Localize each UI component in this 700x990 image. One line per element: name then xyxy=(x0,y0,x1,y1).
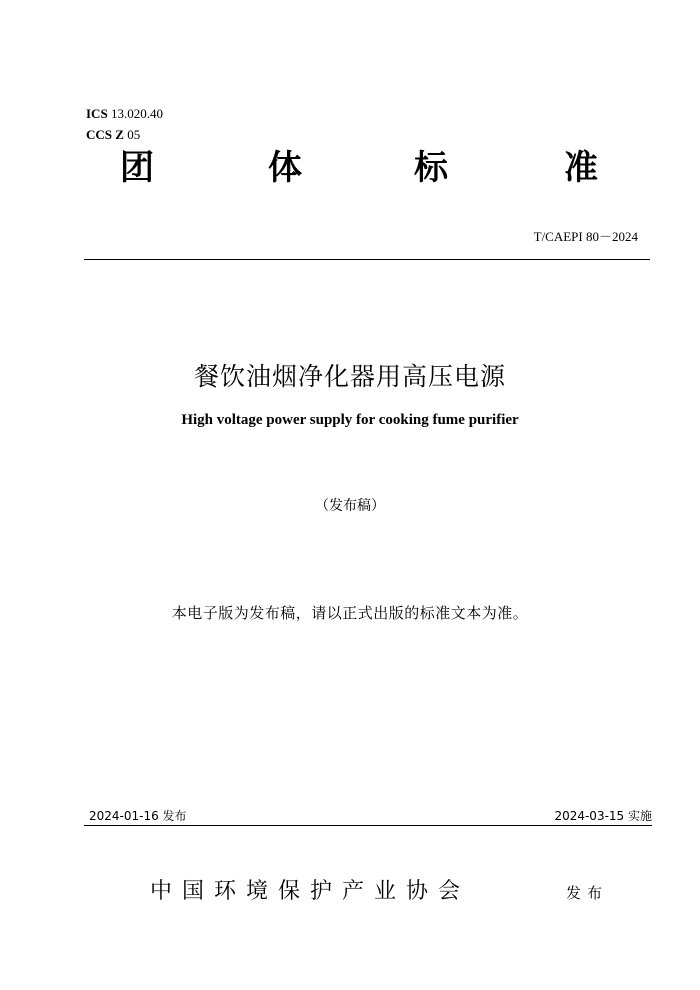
ics-code: 13.020.40 xyxy=(110,106,163,121)
ccs-code-line xyxy=(86,127,140,143)
standard-type-heading xyxy=(96,146,636,196)
standard-type-char: 团 xyxy=(120,148,154,188)
draft-status: （发布稿） xyxy=(315,498,385,514)
standard-type-char: 体 xyxy=(268,148,302,188)
release-date: 2024-01-16 发布 xyxy=(89,809,187,823)
standard-number: T/CAEPI 80－2024 xyxy=(533,229,638,244)
document-title-chinese: 餐饮油烟净化器用高压电源 xyxy=(193,362,506,391)
footer-divider xyxy=(84,825,652,826)
ccs-code: 05 xyxy=(127,127,141,142)
effective-date: 2024-03-15 实施 xyxy=(554,809,652,823)
ccs-label: CCS Z xyxy=(86,127,124,142)
ics-label: ICS xyxy=(86,106,108,121)
publisher-name: 中国环境保护产业协会 xyxy=(150,879,471,904)
ics-code-line xyxy=(86,106,163,122)
header-divider xyxy=(84,259,650,260)
publish-label: 发布 xyxy=(566,884,609,902)
standard-type-char: 准 xyxy=(564,148,598,188)
standard-type-char: 标 xyxy=(414,148,448,188)
version-notice: 本电子版为发布稿，请以正式出版的标准文本为准。 xyxy=(171,604,529,622)
document-title-english: High voltage power supply for cooking fume purifier xyxy=(181,412,519,428)
